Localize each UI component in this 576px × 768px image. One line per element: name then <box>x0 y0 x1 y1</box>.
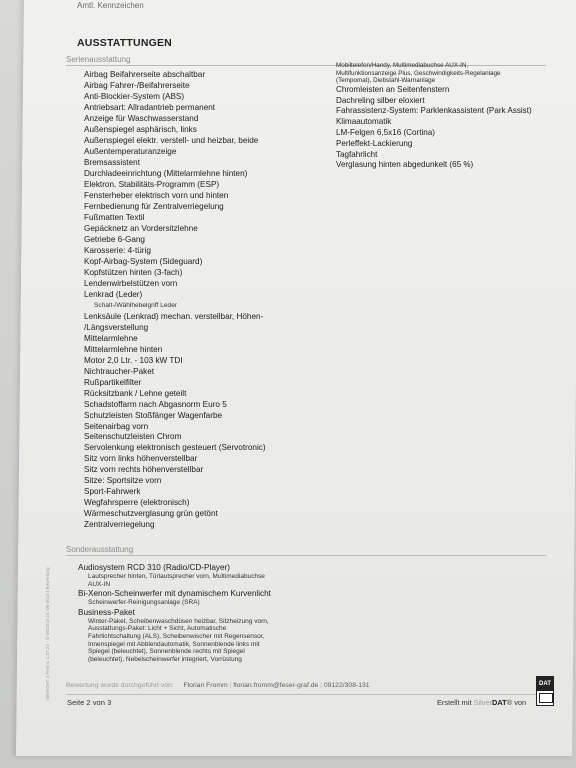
assessor-name: Florian Fromm <box>183 682 228 689</box>
optional-equipment-detail: Lautsprecher hinten, Türlautsprecher vorn, Multimediabuchse <box>88 573 265 580</box>
equipment-item: Nichtraucher-Paket <box>84 366 155 376</box>
equipment-item: Sitz vorn rechts höhenverstellbar <box>84 465 204 475</box>
footer-divider <box>66 694 552 695</box>
equipment-item: Schutzleisten Stoßfänger Wagenfarbe <box>84 410 223 420</box>
optional-equipment-detail: Spiegel (beleuchtet), Sonnenblende rechts mit Spiegel <box>88 648 245 656</box>
equipment-item: Fahrassistenz-System: Parklenkassistent (Park Assist) <box>336 106 532 116</box>
right-column-continuation <box>336 62 566 85</box>
equipment-item: Fernbedienung für Zentralverriegelung <box>84 201 224 211</box>
equipment-item: Sitze: Sportsitze vorn <box>84 476 162 486</box>
equipment-item: Kopf-Airbag-System (Sideguard) <box>84 256 203 266</box>
equipment-item: Seitenschutzleisten Chrom <box>84 432 182 442</box>
optional-equipment-detail: Winter-Paket, Scheibenwaschdüsen heizbar, Sitzheizung vorn, <box>88 617 269 625</box>
sonderausstattung-heading: Sonderausstattung <box>66 545 546 556</box>
right-column-items <box>336 85 566 171</box>
equipment-item: Gepäcknetz an Vordersitzlehne <box>84 223 198 233</box>
valuation-footer <box>66 682 370 689</box>
equipment-item: Tagfahrlicht <box>336 149 378 159</box>
standard-equipment-right-column <box>336 62 566 171</box>
equipment-item: Anzeige für Waschwasserstand <box>84 113 199 123</box>
equipment-item: Zentralverriegelung <box>84 520 155 530</box>
equipment-item: Fußmatten Textil <box>84 212 145 222</box>
assessor-email: florian.fromm@feser-graf.de <box>233 682 319 689</box>
equipment-item: Bremsassistent <box>84 157 140 167</box>
equipment-item: /Längsverstellung <box>84 322 149 332</box>
equipment-item: Sitz vorn links höhenverstellbar <box>84 454 198 464</box>
equipment-sub-item: Schalt-/Wählhebelgriff Leder <box>94 301 178 309</box>
equipment-item: Wegfahrsperre (elektronisch) <box>84 498 190 508</box>
serienausstattung-heading: Serienausstattung <box>66 55 546 66</box>
equipment-item: Airbag Beifahrerseite abschaltbar <box>84 70 206 79</box>
equipment-item: Außenspiegel asphärisch, links <box>84 124 197 134</box>
dat-brand: DAT <box>492 698 507 707</box>
dat-logo-mark <box>539 693 553 703</box>
silver-brand: Silver <box>473 698 493 707</box>
equipment-item: Wärmeschutzverglasung grün getönt <box>84 509 218 519</box>
equipment-item: Mittelarmlehne hinten <box>84 344 163 354</box>
equipment-item: Außenspiegel elektr. verstell- und heizbar, beide <box>84 135 259 145</box>
equipment-item: Schadstoffarm nach Abgasnorm Euro 5 <box>84 399 227 409</box>
created-with-note <box>437 698 526 707</box>
optional-equipment-item <box>78 562 338 588</box>
optional-equipment-title: Audiosystem RCD 310 (Radio/CD-Player) <box>78 563 230 572</box>
equipment-continuation-line: (Tempomat), Diebstahl-Warnanlage <box>336 77 436 85</box>
equipment-item: Perleffekt-Lackierung <box>336 138 413 148</box>
kennzeichen-label: Amtl. Kennzeichen <box>77 1 144 10</box>
equipment-item: Lendenwirbelstützen vorn <box>84 278 178 288</box>
equipment-item: Rußpartikelfilter <box>84 377 142 387</box>
page-number: Seite 2 von 3 <box>67 698 112 707</box>
equipment-item: Karosserie: 4-türig <box>84 245 151 255</box>
equipment-item: Kopfstützen hinten (3-fach) <box>84 267 183 277</box>
optional-equipment-detail: AUX-IN <box>88 580 111 588</box>
equipment-item: Lenksäule (Lenkrad) mechan. verstellbar, Höhen- <box>84 311 264 321</box>
equipment-item: Klimaautomatik <box>336 117 392 127</box>
equipment-item: Lenkrad (Leder) <box>84 289 143 299</box>
equipment-item: Elektron. Stabilitäts-Programm (ESP) <box>84 179 220 189</box>
optional-equipment-item <box>78 588 338 607</box>
equipment-item: Rücksitzbank / Lehne geteilt <box>84 388 187 398</box>
dat-logo-text: DAT <box>537 677 553 691</box>
footer-separator: | <box>320 682 322 689</box>
equipment-item: Fensterheber elektrisch vorn und hinten <box>84 190 229 200</box>
registered-mark: ® <box>506 698 513 707</box>
equipment-item: Sport-Fahrwerk <box>84 487 141 497</box>
optional-equipment-item <box>78 607 338 664</box>
equipment-item: Motor 2,0 Ltr. - 103 kW TDI <box>84 355 183 365</box>
optional-equipment-title: Bi-Xenon-Scheinwerfer mit dynamischem Kurvenlicht <box>78 589 271 599</box>
equipment-continuation-line: Multifunktionsanzeige Plus, Geschwindigkeits-Regelanlage <box>336 69 501 77</box>
equipment-item: Seitenairbag vorn <box>84 421 149 431</box>
vertical-print-note: SilverDAT 3 PHS v. 1.37.22 · © 06/2015 DL-06-2015 | Bewertung <box>45 567 50 700</box>
footer-separator: | <box>229 682 232 689</box>
created-with-prefix: Erstellt mit <box>437 698 472 707</box>
equipment-item: Außentemperaturanzeige <box>84 146 177 156</box>
equipment-item: Anti-Blockier-System (ABS) <box>84 91 185 101</box>
optional-equipment-detail: Scheinwerfer-Reinigungsanlage (SRA) <box>88 599 200 607</box>
equipment-item: Airbag Fahrer-/Beifahrerseite <box>84 80 190 90</box>
assessor-phone: 09122/308-131 <box>323 682 370 689</box>
equipment-item: Getriebe 6-Gang <box>84 234 145 244</box>
equipment-item: LM-Felgen 6,5x16 (Cortina) <box>336 127 435 137</box>
standard-equipment-list <box>84 70 284 531</box>
optional-equipment-detail: Ausstattungs-Paket: Licht + Sicht, Automatische <box>88 625 227 633</box>
optional-equipment-detail: Fahrlichtschaltung (ALS), Scheibenwischer mit Regensensor, <box>88 632 265 640</box>
equipment-item: Servolenkung elektronisch gesteuert (Servotronic) <box>84 443 266 453</box>
optional-equipment-detail: (beleuchtet), Nebelscheinwerfer integriert, Vorrüstung <box>88 655 242 663</box>
optional-equipment-title: Business-Paket <box>78 607 135 617</box>
equipment-item: Verglasung hinten abgedunkelt (65 %) <box>336 160 474 170</box>
optional-equipment-detail: Innenspiegel mit Abblendautomatik, Sonnenblende links mit <box>88 640 260 648</box>
optional-equipment-list <box>78 562 338 663</box>
equipment-item: Durchladeeinrichtung (Mittelarmlehne hinten) <box>84 168 248 178</box>
dat-logo <box>536 676 554 706</box>
equipment-continuation-line: Mobiltelefon/Handy, Multimediabuchse AUX-IN, <box>336 62 469 69</box>
equipment-item: Chromleisten an Seitenfenstern <box>336 84 450 94</box>
valuation-label: Bewertung wurde durchgeführt von: <box>66 682 174 689</box>
equipment-item: Dachreling silber eloxiert <box>336 95 425 105</box>
created-with-von: von <box>514 698 527 707</box>
equipment-item: Mittelarmlehne <box>84 333 138 343</box>
page-title: AUSSTATTUNGEN <box>77 37 172 49</box>
equipment-item: Antriebsart: Allradantrieb permanent <box>84 102 216 112</box>
